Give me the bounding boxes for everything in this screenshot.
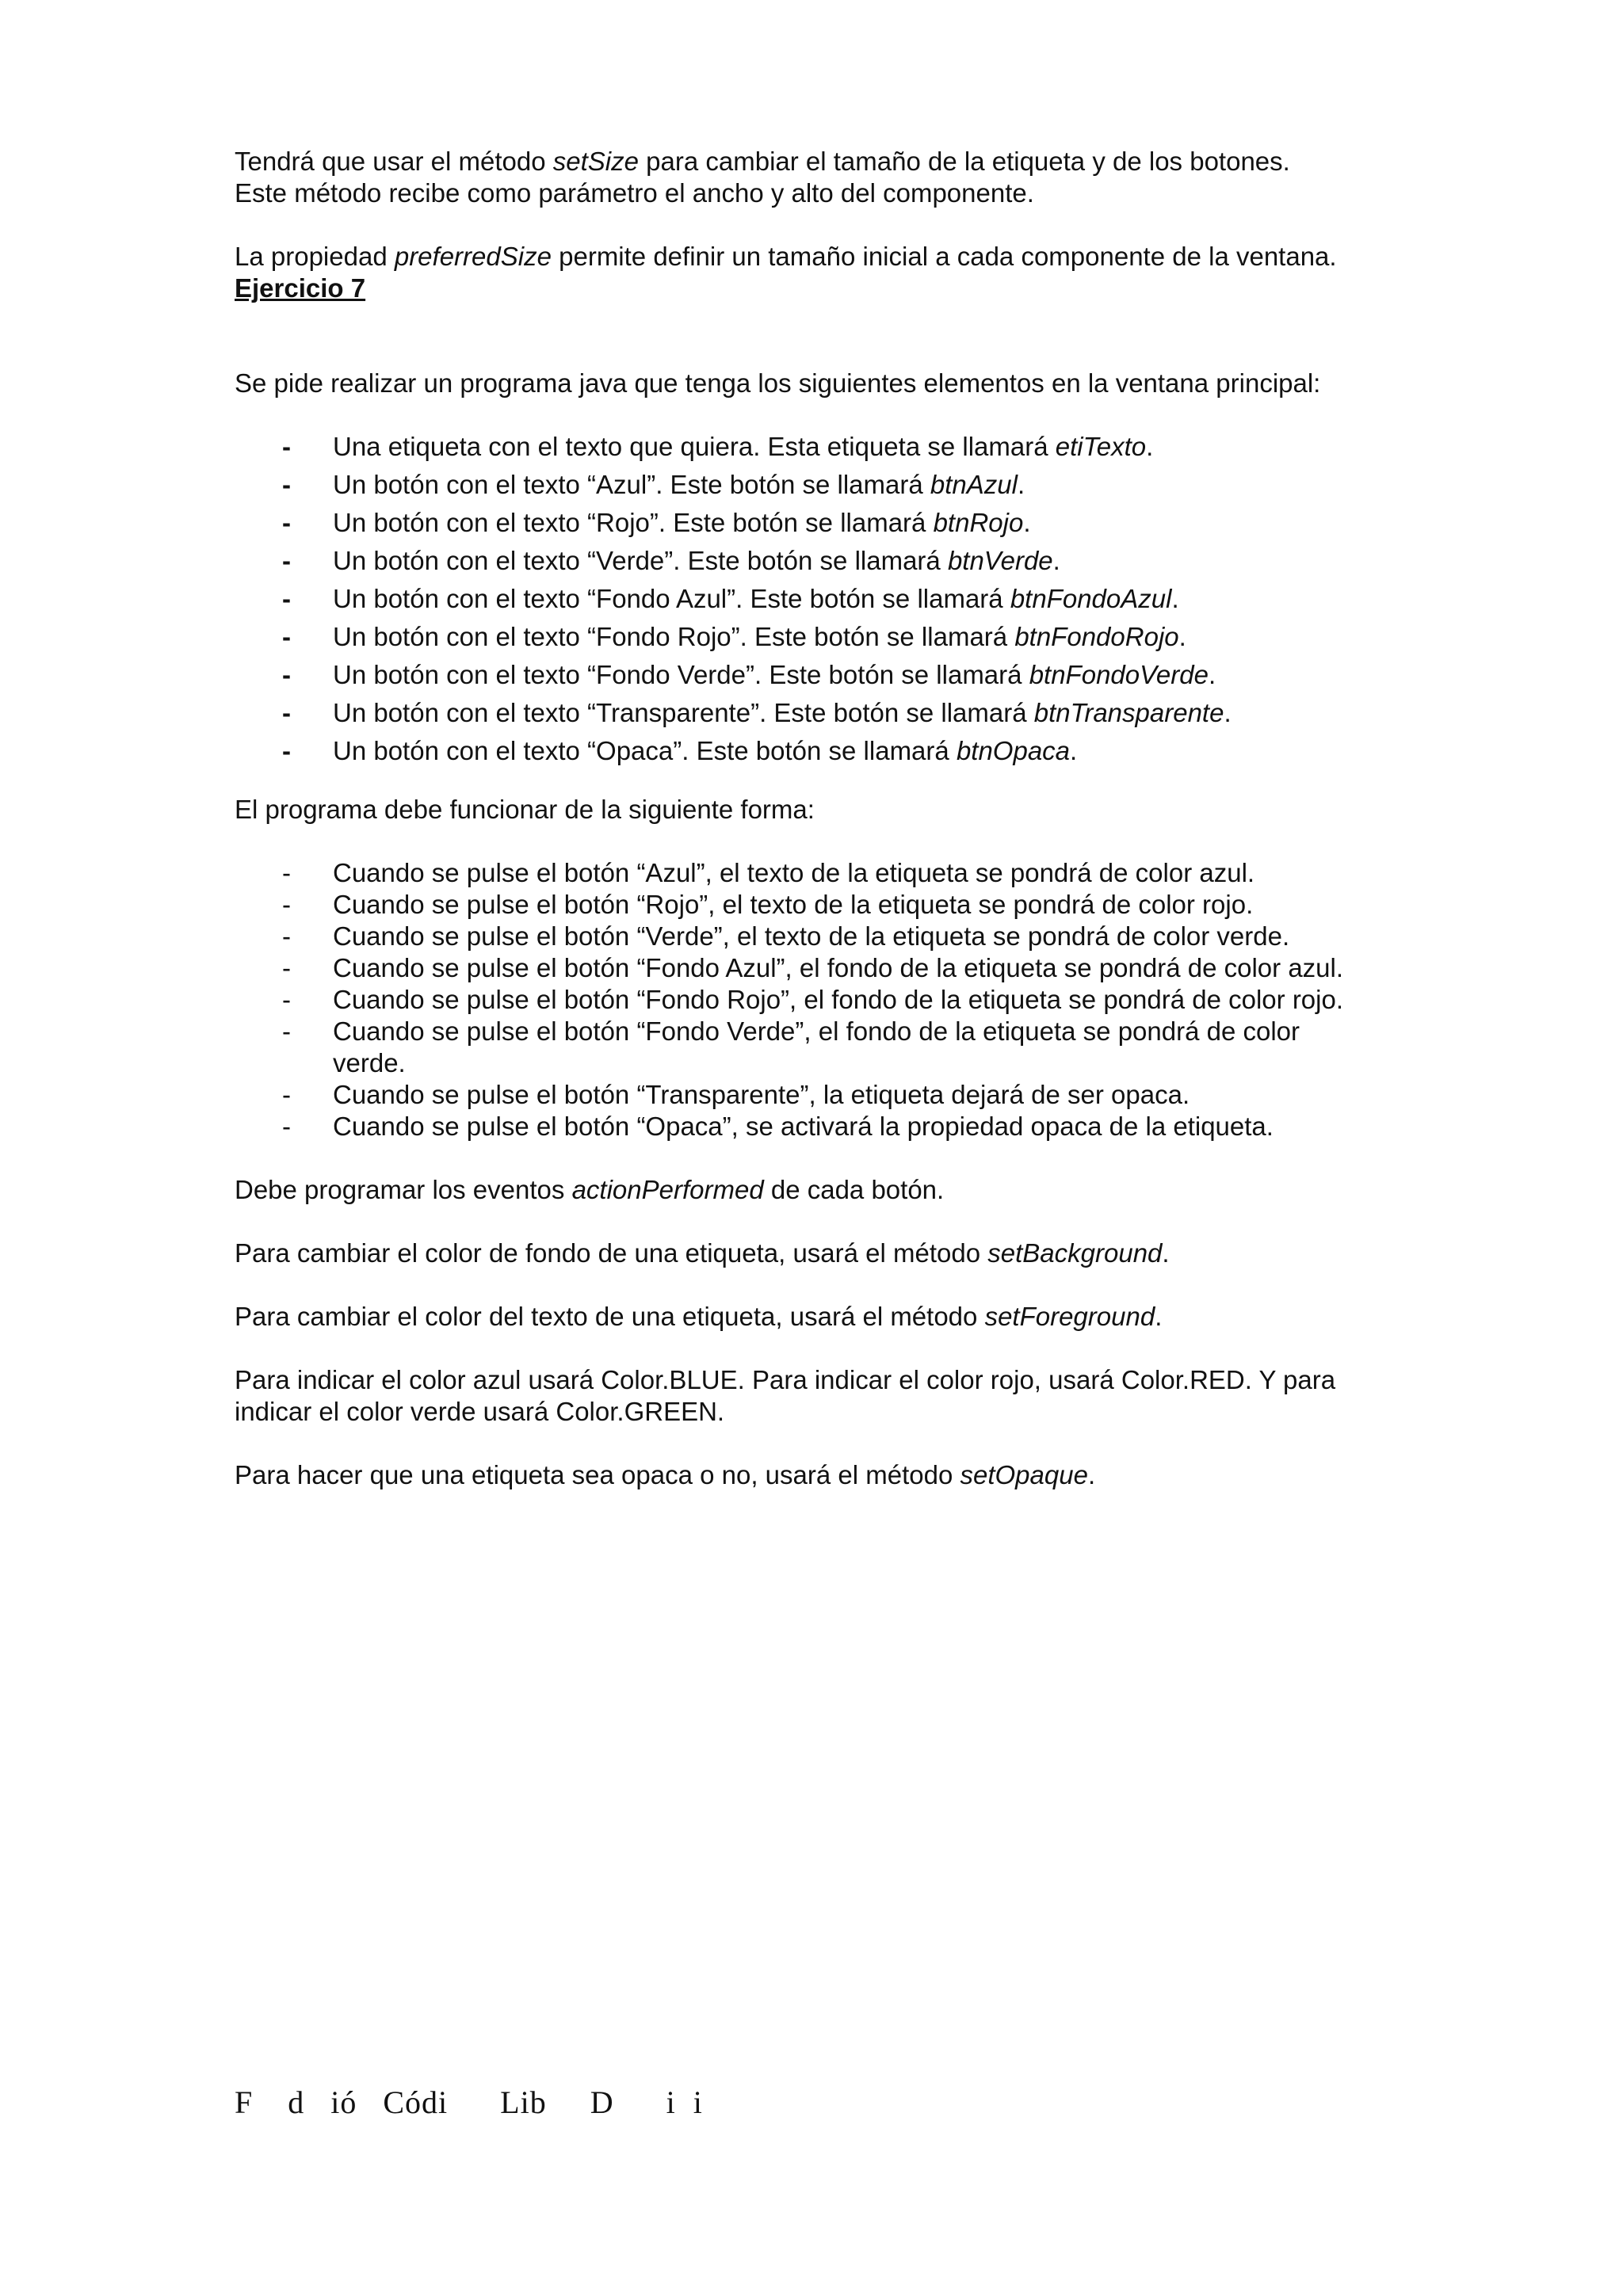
list-item: - Cuando se pulse el botón “Azul”, el texto de la etiqueta se pondrá de color azul.: [282, 858, 1255, 887]
list-item: - Cuando se pulse el botón “Opaca”, se activará la propiedad opaca de la etiqueta.: [282, 1112, 1274, 1141]
foreground-note: Para cambiar el color del texto de una etiqueta, usará el método setForeground.: [235, 1302, 1163, 1331]
list-item: - Un botón con el texto “Opaca”. Este botón se llamará btnOpaca.: [282, 736, 1078, 765]
list-item: - Cuando se pulse el botón “Verde”, el texto de la etiqueta se pondrá de color verde.: [282, 921, 1290, 951]
list-item: - Un botón con el texto “Fondo Rojo”. Este botón se llamará btnFondoRojo.: [282, 622, 1186, 651]
list-item: - Un botón con el texto “Fondo Verde”. Este botón se llamará btnFondoVerde.: [282, 660, 1216, 689]
list-item: - Un botón con el texto “Rojo”. Este botón se llamará btnRojo.: [282, 508, 1031, 537]
list-item: - Cuando se pulse el botón “Fondo Azul”, el fondo de la etiqueta se pondrá de color azul.: [282, 953, 1344, 982]
page-footer: F d ió Códi Lib D i i: [235, 2084, 703, 2120]
opaque-note: Para hacer que una etiqueta sea opaca o no, usará el método setOpaque.: [235, 1460, 1096, 1489]
document-body: [235, 146, 1407, 1491]
list-item: - Cuando se pulse el botón “Fondo Verde”, el fondo de la etiqueta se pondrá de color verde.: [282, 1016, 1300, 1077]
behaviors-list: [235, 857, 1407, 1142]
events-note: Debe programar los eventos actionPerformed de cada botón.: [235, 1175, 945, 1204]
list-item: - Un botón con el texto “Transparente”. Este botón se llamará btnTransparente.: [282, 698, 1232, 727]
list-item: - Un botón con el texto “Azul”. Este botón se llamará btnAzul.: [282, 470, 1025, 499]
intro-paragraph-1: Tendrá que usar el método setSize para cambiar el tamaño de la etiqueta y de los botones. Este método recibe como parámetro el ancho y alto del componente.: [235, 147, 1290, 208]
intro-paragraph-2: La propiedad preferredSize permite definir un tamaño inicial a cada componente de la ventana.: [235, 242, 1337, 271]
colors-note: Para indicar el color azul usará Color.BLUE. Para indicar el color rojo, usará Color.RED. Y para indicar el color verde usará Color.GREEN.: [235, 1365, 1336, 1426]
request-paragraph: Se pide realizar un programa java que tenga los siguientes elementos en la ventana principal:: [235, 368, 1321, 398]
list-item: - Una etiqueta con el texto que quiera. Esta etiqueta se llamará etiTexto.: [282, 432, 1154, 461]
list-item: - Un botón con el texto “Fondo Azul”. Este botón se llamará btnFondoAzul.: [282, 584, 1179, 613]
list-item: - Cuando se pulse el botón “Rojo”, el texto de la etiqueta se pondrá de color rojo.: [282, 890, 1254, 919]
list-item: - Cuando se pulse el botón “Transparente”, la etiqueta dejará de ser opaca.: [282, 1080, 1190, 1109]
exercise-heading: Ejercicio 7: [235, 273, 366, 303]
list-item: - Cuando se pulse el botón “Fondo Rojo”, el fondo de la etiqueta se pondrá de color rojo.: [282, 985, 1344, 1014]
elements-list: [235, 428, 1407, 770]
background-note: Para cambiar el color de fondo de una etiqueta, usará el método setBackground.: [235, 1238, 1170, 1268]
list-item: - Un botón con el texto “Verde”. Este botón se llamará btnVerde.: [282, 546, 1060, 575]
behavior-intro: El programa debe funcionar de la siguiente forma:: [235, 795, 815, 824]
